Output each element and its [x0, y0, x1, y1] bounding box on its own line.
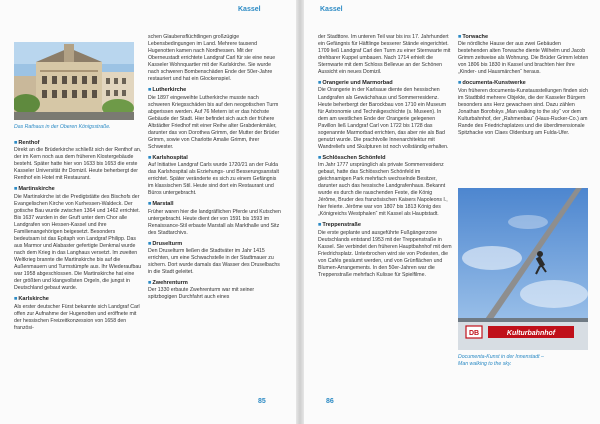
schoenfeld-text: Im Jahr 1777 ursprünglich als private Sommerresidenz gebaut, hatte das Schlösschen Schönfeld im gleichnamigen Park mehrfach wechselnde Besitzer, darunter auch das hessische Landgrafenhaus. Bekannt wurde es durch die rauschenden Feste, die König Jérôme, Bruder des französischen Kaisers Napoleons I., hier feierte. Jérôme war von 1807 bis 1813 König des „Königreichs Westphalen“ mit Kassel als Hauptstadt.	[318, 162, 448, 218]
treppenstrasse-heading: ■Treppenstraße	[318, 222, 361, 229]
bullet-square-icon: ■	[148, 201, 152, 208]
zwehrenturm-heading: ■Zwehrenturm	[148, 280, 188, 287]
bullet-square-icon: ■	[148, 154, 152, 161]
lutherkirche-text: Die 1897 eingeweihte Lutherkirche musste nach schweren Kriegsschäden bis auf den neogotischen Turm abgerissen werden. Auf 76 Metern ist er das höchste Gebäude der Stadt. Hier befindet sich auch der frühere Altstädter Friedhof mit einer Reihe alter Grabdenkmäler, darunter das von Dorothea Grimm, der Mutter der Brüder Grimm, sowie von Charlotte Amalie Grimm, ihrer Schwester.	[148, 94, 280, 150]
rathaus-photo	[14, 42, 134, 120]
martinskirche-text: Die Martinskirche ist die Predigtstätte des Bischofs der Evangelischen Kirche von Kurhessen-Waldeck. Der gotische Bau wurde zwischen 1364 und 1462 errichtet. Bis 1637 wurden in der Gruft unter dem Chor alle Landgrafen von Hessen-Kassel und ihre Familienangehörigen beigesetzt. Besonders bedeutsam ist das Epitaph von Landgraf Philipp. Das aus Marmor und Alabaster gefertigte Denkmal wurde nach dem Krieg in das Langhaus versetzt. Im zweiten Weltkrieg brannte die Martinskirche bis auf die Außenmauern und Turmstümpfe aus. Ihr Wiederaufbau war 1958 abgeschlossen. Die Martinskirche hat eine der größten und klangvollsten Orgeln, die jungst in Deutschland gebaut wurde.	[14, 193, 142, 292]
torwache-heading: ■Torwache	[458, 34, 489, 40]
left-page	[0, 0, 296, 424]
zwehrenturm-continued-text: der Stadttore. Im unteren Teil war bis ins 17. Jahrhundert ein Gefängnis für Häftlinge besserer Stände eingerichtet. 1709 ließ Landgraf Carl den Turm zu einer Sternwarte mit drehbarer Kuppel umbauen. Nach 1714 erhielt die Sternwarte mit dem Schloss Bellevue an der Schönen Aussicht ein neues Domizil.	[318, 34, 451, 76]
bullet-square-icon: ■	[14, 296, 18, 303]
marstall-text: Früher waren hier die landgräflichen Pferde und Kutschen untergebracht. Heute dient der von 1591 bis 1593 im Renaissance-Stil erbaute Marstall als Markthalle und Sitz des Stadtarchivs.	[148, 208, 281, 236]
documenta-caption: Documenta-Kunst in der Innenstadt – Man walking to the sky.	[458, 354, 544, 367]
zwehrenturm-text: Der 1330 erbaute Zwehrenturm war mit seiner spitzbogigen Durchfahrt auch eines	[148, 287, 255, 301]
bullet-square-icon: ■	[14, 186, 18, 193]
left-column-2	[148, 34, 282, 301]
karlshospital-heading: ■Karlshospital	[148, 154, 188, 161]
bullet-square-icon: ■	[148, 240, 152, 247]
martinskirche-heading: ■Martinskirche	[14, 186, 55, 193]
bullet-square-icon: ■	[318, 154, 322, 161]
karlskirche-heading: ■Karlskirche	[14, 296, 49, 303]
rathaus-caption: Das Rathaus in der Oberen Königsstraße.	[14, 124, 111, 130]
karlskirche-text: Als erster deutscher Fürst bekannte sich Landgraf Carl offen zur Aufnahme der Hugenotten und eröffnete mit der hessischen Freizeitkonzession von 1658 den französi-	[14, 303, 140, 331]
kulturbahnhof-sign-text: Kulturbahnhof	[506, 330, 556, 337]
druselturm-heading: ■Druselturm	[148, 240, 183, 247]
karlshospital-text: Auf Initiative Landgraf Carls wurde 1720/21 an der Fulda das Karlshospital als Erziehungs- und Besserungsanstalt errichtet. Später veränderte es sich zu einem Gefängnis im klassischen Stil. Heute sind dort ein Restaurant und Büros untergebracht.	[148, 162, 279, 197]
right-page	[304, 0, 600, 424]
left-column-1	[14, 140, 142, 332]
bullet-square-icon: ■	[318, 222, 322, 229]
db-logo-text: DB	[468, 330, 480, 337]
renthof-text: Direkt an die Brüderkirche schließt sich der Renthof an, der im Kern noch aus dem früheren Klostergebäude besteht. Später hatte hier von 1633 bis 1653 die erste Kasseler Universität ihr Domizil. Heute beherbergt der Renthof ein Hotel mit Restaurant.	[14, 147, 142, 182]
bullet-square-icon: ■	[14, 140, 18, 146]
renthof-heading: ■Renthof	[14, 140, 40, 146]
right-column-2	[458, 34, 590, 137]
druselturm-text: Den Druselturm ließen die Stadtväter im Jahr 1415 errichten, um eine Schwachstelle in der Stadtmauer zu sichern. Dort wurde damals das Wasser des Druselbachs in die Stadt geleitet.	[148, 247, 280, 276]
lutherkirche-heading: ■Lutherkirche	[148, 87, 187, 94]
bullet-square-icon: ■	[458, 80, 462, 87]
karlskirche-continued-text: schen Glaubensflüchtlingen großzügige Lebensbedingungen im Land. Mehrere tausend Hugenotten kamen nach Nordhessen. Mit der Oberneustadt errichtete Landgraf Carl für sie eine neue Kasseler Wohnquartier mit der Karlskirche. Sie wurde nach schweren Bombenschäden Ende der 50er-Jahre restauriert und hat ein Glockenspiel.	[148, 34, 276, 83]
documenta-heading: ■documenta-Kunstwerke	[458, 80, 526, 87]
orangerie-heading: ■Orangerie und Marmorbad	[318, 80, 393, 87]
left-running-head: Kassel	[238, 6, 261, 13]
left-page-number: 85	[258, 398, 266, 405]
right-page-number: 86	[326, 398, 334, 405]
book-gutter	[296, 0, 304, 424]
bullet-square-icon: ■	[148, 280, 152, 287]
man-walking-to-the-sky-photo	[458, 188, 588, 350]
marstall-heading: ■Marstall	[148, 201, 174, 208]
orangerie-text: Die Orangerie in der Karlsaue diente den hessischen Landgrafen als Gewächshaus und Sommerresidenz. Heute beherbergt der Barockbau von 1710 ein Museum für Astronomie und Technikgeschichte (s. Museen). In dem am westlichen Ende der Orangerie gelegenen Pavillon ließ Landgraf Carl von 1722 bis 1728 das sogenannte Marmorbad errichten, das aber nie als Bad genutzt wurde. Die prachtvolle Innenarchitektur mit Wandreliefs und Skulpturen ist noch vollständig erhalten.	[318, 87, 449, 150]
bullet-square-icon: ■	[458, 34, 462, 40]
right-column-1	[318, 34, 452, 279]
right-running-head: Kassel	[320, 6, 343, 13]
bullet-square-icon: ■	[318, 80, 322, 87]
schoenfeld-heading: ■Schlösschen Schönfeld	[318, 154, 386, 161]
bullet-square-icon: ■	[148, 87, 152, 94]
treppenstrasse-text: Die erste geplante und ausgeführte Fußgängerzone Deutschlands entstand 1953 mit der Treppenstraße in Kassel. Sie verbindet den früheren Hauptbahnhof mit dem Friedrichsplatz. Unterbrochen wird sie von Podesten, die von Cafés gesäumt werden, und von Grünflächen und Blumen-Arrangements. In den 50er-Jahren war die Treppenstraße mehrfach Kulisse für Spielfilme.	[318, 229, 452, 278]
documenta-text: Von früheren documenta-Kunstausstellungen finden sich im Stadtbild mehrere Objekte, die der Kasseler Bürgern besonders ans Herz gewachsen sind. Dazu zählen Jonathan Borofskys „Man walking to the sky“ vor dem Kulturbahnhof, der „Rahmenbau“ (Haus-Rucker-Co.) am Rande des Friedrichsplatzes und die überdimensionale Spitzhacke von Claes Oldenburg am Fulda-Ufer.	[458, 87, 589, 136]
torwache-text: Die nördliche Hause der aus zwei Gebäuden bestehenden alten Torwache diente Wilhelm und Jacob Grimm zeitweise als Wohnung. Die Brüder Grimm lebten von 1806 bis 1830 in Kassel und brachten hier ihre „Kinder- und Hausmärchen“ heraus.	[458, 41, 589, 76]
